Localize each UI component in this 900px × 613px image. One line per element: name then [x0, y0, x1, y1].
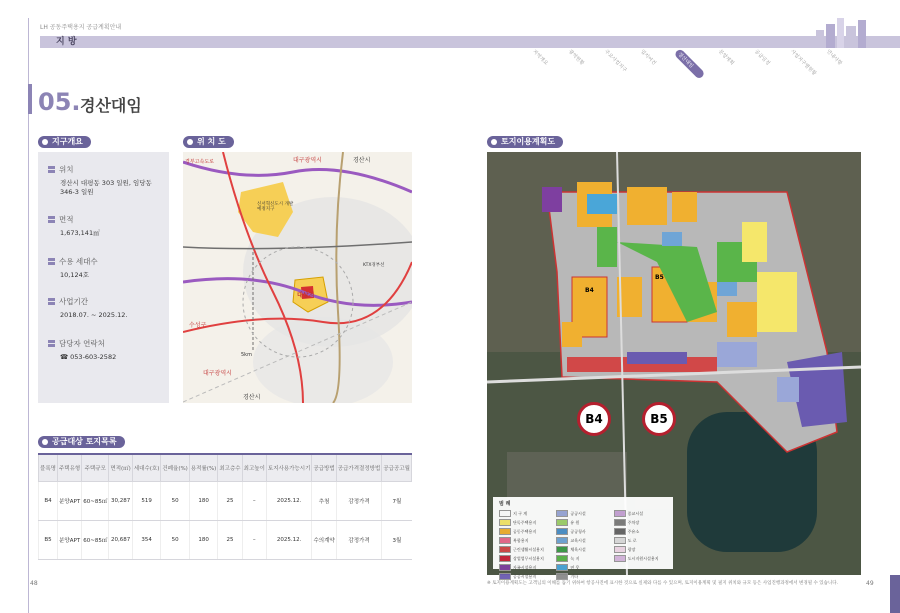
bullet-icon — [187, 139, 193, 145]
table-row — [39, 521, 412, 560]
table-cell: 30,287 — [109, 482, 132, 521]
legend-swatch — [499, 555, 511, 562]
summary-heading: 지구개요 — [38, 136, 91, 148]
legend-item — [499, 573, 552, 580]
legend-item — [556, 573, 609, 580]
legend-label: 주유소 — [627, 528, 640, 534]
page-title: 지 방 — [56, 37, 77, 47]
table-cell: 354 — [132, 521, 161, 560]
legend-item — [614, 573, 667, 580]
tab-8[interactable]: 사업지구별현황 — [789, 48, 818, 77]
legend-swatch — [499, 564, 511, 571]
section-accent-bar — [28, 84, 32, 114]
table-header-cell: 용적률(%) — [189, 454, 217, 482]
supply-table-heading: 공급대상 토지목록 — [38, 436, 125, 448]
legend-swatch — [499, 573, 511, 580]
legend-swatch — [614, 555, 626, 562]
table-cell: 7월 — [382, 482, 412, 521]
land-use-footnote: ※ 토지이용계획도는 고객님의 이해를 돕기 위하여 항공사진에 표시한 것으로 실제와 다를 수 있으며, 토지이용계획 및 필지 위치와 규모 등은 사업진행과정에서 변경될 수 있습니다. — [487, 581, 839, 586]
legend-label: 교육시설 — [570, 537, 586, 543]
legend-label: 도시지원시설용지 — [627, 555, 659, 561]
table-header-cell: 공급공고월 — [382, 454, 412, 482]
list-icon — [48, 258, 55, 265]
table-cell: 25 — [218, 482, 242, 521]
legend-title: 범 례 — [499, 501, 511, 507]
legend-label: 종교시설 — [627, 510, 644, 516]
legend-item — [499, 528, 552, 535]
map-label-daegu-bottom: 대구광역시 — [203, 370, 232, 377]
legend-swatch — [556, 564, 568, 571]
legend-item — [556, 564, 609, 571]
legend-label: 지 구 계 — [513, 510, 528, 516]
table-cell: 감정가격 — [336, 521, 382, 560]
legend-swatch — [499, 510, 511, 517]
legend-label: 근린생활시설용지 — [513, 546, 544, 552]
table-cell: 180 — [189, 521, 217, 560]
table-header-cell: 최고높이 — [242, 454, 266, 482]
table-cell: – — [242, 521, 266, 560]
legend-swatch — [556, 528, 568, 535]
table-header-cell: 면적(㎡) — [109, 454, 132, 482]
legend-swatch — [556, 555, 568, 562]
map-label-gyeongsan-bottom: 경산시 — [243, 394, 261, 401]
legend-swatch — [614, 537, 626, 544]
legend-swatch — [556, 519, 568, 526]
section-title: 경산대임 — [80, 96, 142, 115]
legend-item — [556, 537, 609, 544]
table-cell: 3월 — [382, 521, 412, 560]
table-cell: 2025.12. — [266, 482, 312, 521]
legend-swatch — [614, 546, 626, 553]
table-body — [39, 482, 412, 560]
tab-4[interactable]: 입지여건 — [639, 48, 657, 67]
table-cell: 감정가격 — [336, 482, 382, 521]
table-header-cell: 공급방법 — [312, 454, 336, 482]
bullet-icon — [491, 139, 497, 145]
table-cell: 2025.12. — [266, 521, 312, 560]
table-header-cell: 블록명 — [39, 454, 58, 482]
table-header-cell: 최고층수 — [218, 454, 242, 482]
list-icon — [48, 166, 55, 173]
legend-swatch — [614, 510, 626, 517]
list-icon — [48, 216, 55, 223]
table-cell: 60~85㎡ — [82, 521, 109, 560]
legend-label: 단독주택용지 — [513, 519, 537, 525]
legend-label: 도 로 — [627, 537, 637, 543]
table-cell: 50 — [161, 521, 189, 560]
table-header-cell: 주택유형 — [57, 454, 81, 482]
tab-2[interactable]: 광역현황 — [567, 48, 585, 67]
legend-item — [614, 519, 667, 526]
legend-item — [614, 528, 667, 535]
nav-tabs — [531, 48, 866, 78]
map-label-susung: 수성구 — [189, 322, 207, 329]
land-use-heading: 토지이용계획도 — [487, 136, 563, 148]
legend-label: 주차장 — [627, 519, 640, 525]
legend-swatch — [556, 573, 568, 580]
table-header-cell: 건폐율(%) — [161, 454, 189, 482]
table-cell: – — [242, 482, 266, 521]
list-icon — [48, 340, 55, 347]
location-map-graphic — [183, 152, 412, 403]
tab-6[interactable]: 분양계획 — [717, 48, 735, 67]
legend-label: 광장 — [627, 546, 636, 552]
bullet-icon — [42, 139, 48, 145]
table-header-cell: 공급가격결정방법 — [336, 454, 382, 482]
header-band — [40, 36, 900, 48]
legend-swatch — [556, 510, 568, 517]
legend-label: 자족시설용지 — [513, 564, 537, 570]
breadcrumb: LH 공동주택용지 공급계획안내 — [40, 24, 122, 31]
legend-item — [556, 546, 609, 553]
legend-item — [614, 546, 667, 553]
location-map-heading: 위 치 도 — [183, 136, 234, 148]
legend-item — [556, 510, 609, 517]
table-cell: 20,687 — [109, 521, 132, 560]
map-label-gyeongsan-top: 경산시 — [353, 157, 371, 164]
tab-9[interactable]: 안내사항 — [825, 48, 843, 67]
table-cell: B5 — [39, 521, 58, 560]
legend-label: 유 원 — [570, 519, 580, 525]
legend-item — [499, 555, 552, 562]
table-cell: 분양APT — [57, 521, 81, 560]
summary-area: 면적 1,673,141㎡ — [48, 214, 100, 238]
legend-swatch — [556, 537, 568, 544]
section-number: 05. — [38, 88, 81, 116]
legend-item — [556, 519, 609, 526]
plot-label-b5: B5 — [655, 274, 664, 281]
table-cell: B4 — [39, 482, 58, 521]
legend-item — [614, 555, 667, 562]
page-number-left: 48 — [30, 580, 38, 587]
table-cell: 60~85㎡ — [82, 482, 109, 521]
marker-b4: B4 — [577, 402, 611, 436]
legend-label: 공공청사 — [570, 528, 586, 534]
land-use-legend — [493, 497, 673, 579]
table-cell: 519 — [132, 482, 161, 521]
legend-label: 연 못 — [570, 564, 580, 570]
page-number-right: 49 — [866, 580, 874, 587]
location-map — [183, 152, 412, 403]
legend-item — [556, 528, 609, 535]
table-cell: 수의계약 — [312, 521, 336, 560]
legend-label: 기타 — [570, 573, 579, 579]
table-cell: 25 — [218, 521, 242, 560]
summary-location: 위치 경산시 대평동 303 일원, 임당동 346-3 일원 — [48, 164, 160, 197]
city-skyline-icon — [812, 16, 872, 48]
summary-period: 사업기간 2018.07. ~ 2025.12. — [48, 296, 127, 320]
legend-label: 복합용지 — [513, 537, 529, 543]
table-row — [39, 482, 412, 521]
legend-item — [499, 564, 552, 571]
legend-grid — [493, 510, 673, 580]
legend-item — [614, 510, 667, 517]
legend-label: 체육시설 — [570, 546, 586, 552]
summary-box — [38, 152, 169, 403]
tab-7[interactable]: 공급일정 — [753, 48, 771, 67]
legend-swatch — [499, 519, 511, 526]
table-cell: 180 — [189, 482, 217, 521]
table-header-row — [39, 454, 412, 482]
legend-swatch — [614, 519, 626, 526]
legend-label: 공공시설용지 — [513, 573, 537, 579]
legend-item — [614, 537, 667, 544]
summary-households: 수용 세대수 10,124호 — [48, 256, 98, 280]
list-icon — [48, 298, 55, 305]
table-header-cell: 토지사용가능시기 — [266, 454, 312, 482]
legend-item — [556, 555, 609, 562]
map-label-target: 대상지 — [297, 292, 315, 299]
legend-swatch — [499, 528, 511, 535]
map-label-daegu-top: 대구광역시 — [293, 157, 322, 164]
legend-item — [499, 510, 552, 517]
legend-swatch — [499, 546, 511, 553]
map-label-ktx: KTX경부선 — [363, 263, 385, 268]
legend-swatch — [499, 537, 511, 544]
legend-item — [499, 546, 552, 553]
legend-item — [614, 564, 667, 571]
tab-3[interactable]: 주요사업지구 — [603, 48, 628, 74]
legend-swatch — [614, 528, 626, 535]
plot-label-b4: B4 — [585, 287, 594, 294]
page-edge-tab — [890, 575, 900, 613]
supply-table — [38, 453, 412, 560]
table-cell: 추첨 — [312, 482, 336, 521]
tab-active[interactable]: 경산대임 — [674, 48, 706, 80]
bullet-icon — [42, 439, 48, 445]
tab-1[interactable]: 지역개요 — [531, 48, 549, 67]
legend-label: 공동주택용지 — [513, 528, 537, 534]
map-label-sinseo: 신서혁신도시 개발예정지구 — [257, 202, 294, 212]
marker-b5: B5 — [642, 402, 676, 436]
map-label-express: 경부고속도로 — [185, 159, 214, 165]
table-cell: 분양APT — [57, 482, 81, 521]
table-header-cell: 세대수(호) — [132, 454, 161, 482]
legend-label: 상업업무시설용지 — [513, 555, 544, 561]
legend-item — [499, 519, 552, 526]
legend-item — [499, 537, 552, 544]
legend-swatch — [556, 546, 568, 553]
summary-contact: 담당자 연락처 ☎ 053-603-2582 — [48, 338, 116, 362]
legend-label: 공공시설 — [570, 510, 586, 516]
legend-label: 녹 지 — [570, 555, 580, 561]
table-cell: 50 — [161, 482, 189, 521]
map-label-scale: 5km — [241, 352, 252, 358]
table-header-cell: 주택규모 — [82, 454, 109, 482]
